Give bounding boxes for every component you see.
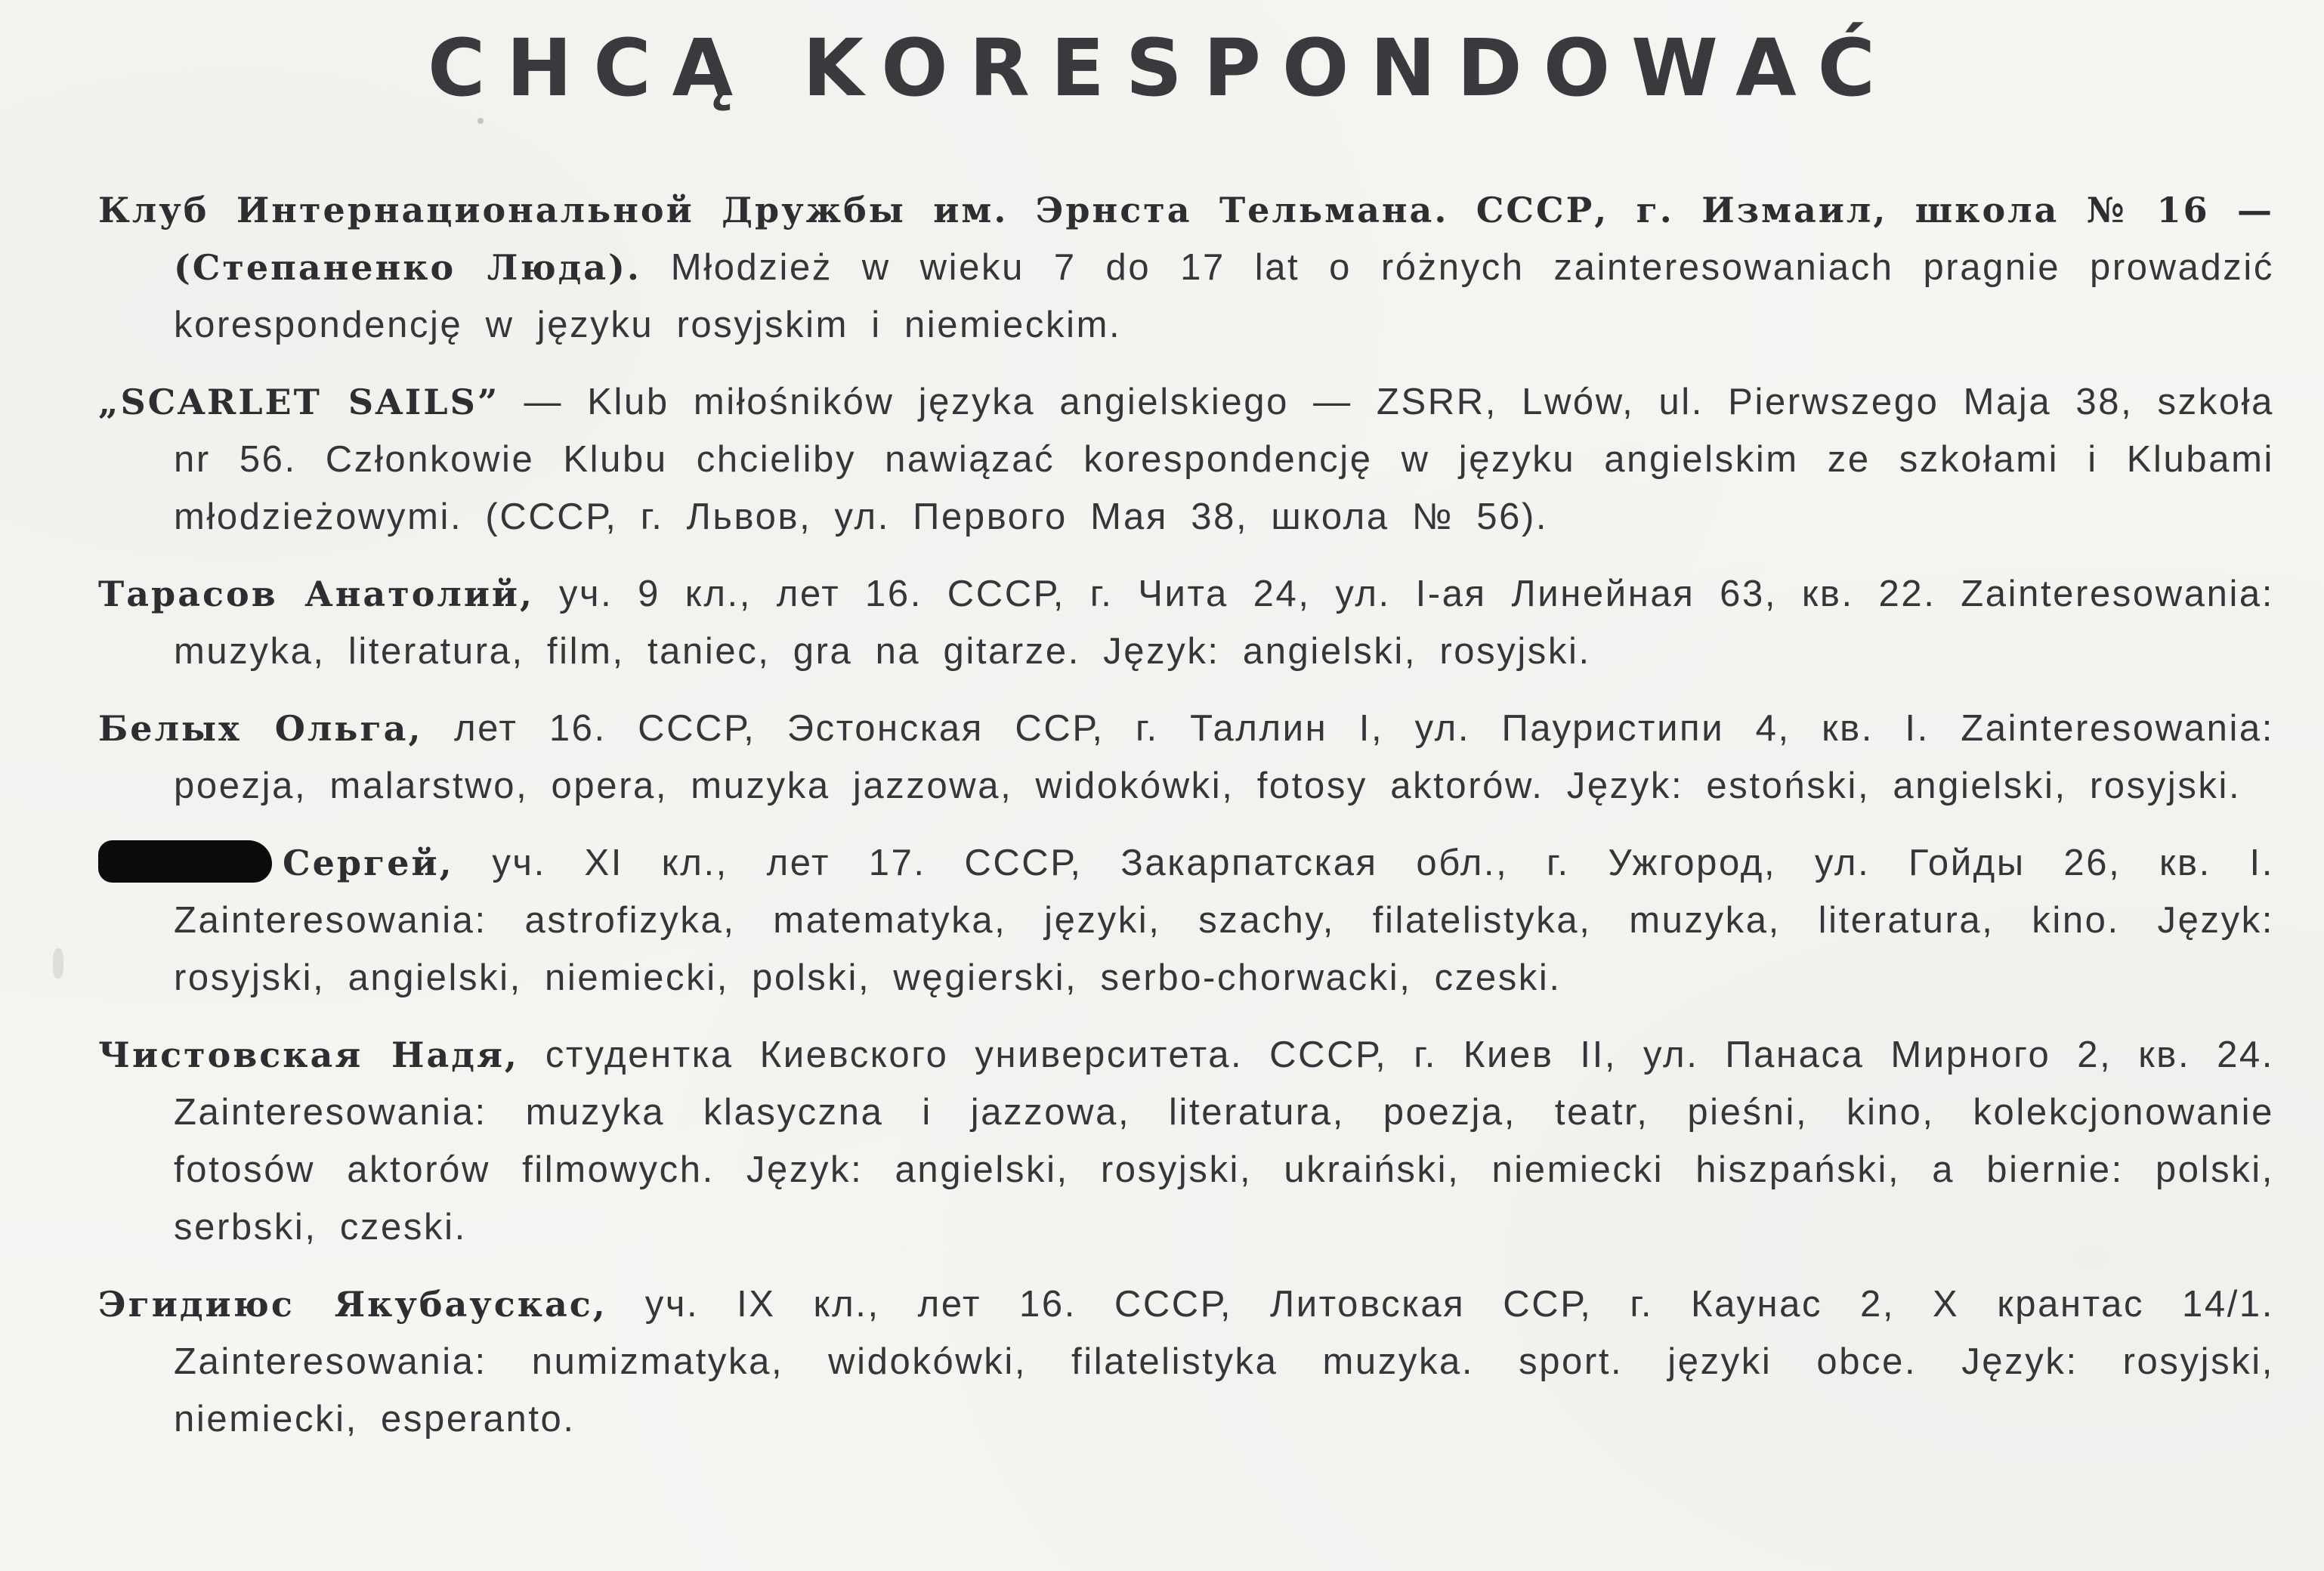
list-item (98, 373, 2274, 546)
page-title: CHCĄ KORESPONDOWAĆ (427, 22, 1896, 114)
list-item (98, 565, 2274, 680)
entry-body: студентка Киевского университета. СССР, г. Киев II, ул. Панаса Мирного 2, кв. 24. Zainteresowania: muzyka klasyczna i jazzowa, literatura, poezja, teatr, pieśni, kino, kolekcjonowanie fotosów aktorów filmowych. Język: angielski, rosyjski, ukraiński, niemiecki hiszpański, a biernie: polski, serbski, czeski. (174, 1034, 2274, 1248)
list-item (98, 181, 2274, 354)
entry-lead: Сергей, (283, 843, 454, 883)
entry-lead: Чистовская Надя, (98, 1034, 519, 1075)
list-item (98, 834, 2274, 1007)
entry-body: уч. 9 кл., лет 16. СССР, г. Чита 24, ул. I-ая Линейная 63, кв. 22. Zainteresowania: muzyka, literatura, film, taniec, gra na gitarze. Język: angielski, rosyjski. (174, 574, 2274, 672)
entry-body: — Klub miłośników języka angielskiego — ZSRR, Lwów, ul. Pierwszego Maja 38, szkoła nr 56. Członkowie Klubu chcieliby nawiązać korespondencję w języku angielskim ze szkołami i Klubami młodzieżowymi. (СССР, г. Львов, ул. Первого Мая 38, школа № 56). (174, 382, 2275, 537)
paper-speck (477, 118, 484, 124)
list-item (98, 700, 2274, 815)
entry-lead: Клуб Интернациональной Дружбы им. Эрнста Тельмана. СССР, г. Измаил, школа № 16 — (Степаненко Люда). (98, 190, 2274, 288)
entry-lead: Эгидиюс Якубаускас, (98, 1284, 607, 1325)
entry-lead: „SCARLET SAILS” (98, 382, 500, 422)
paper-speck (53, 948, 63, 979)
entry-body: лет 16. СССР, Эстонская ССР, г. Таллин I, ул. Пауристипи 4, кв. I. Zainteresowania: poezja, malarstwo, opera, muzyka jazzowa, widokówki, fotosy aktorów. Język: estoński, angielski, rosyjski. (174, 708, 2275, 806)
list-item (98, 1276, 2274, 1448)
entry-body: уч. XI кл., лет 17. СССР, Закарпатская обл., г. Ужгород, ул. Гойды 26, кв. I. Zainteresowania: astrofizyka, matematyka, języki, szachy, filatelistyka, muzyka, literatura, kino. Język: rosyjski, angielski, niemiecki, polski, węgierski, serbo-chorwacki, czeski. (174, 843, 2274, 998)
entry-body: уч. IX кл., лет 16. СССР, Литовская ССР, г. Каунас 2, Х крантас 14/1. Zainteresowania: numizmatyka, widokówki, filatelistyka muzyka. sport. języki obce. Język: rosyjski, niemiecki, esperanto. (174, 1284, 2274, 1440)
list-item (98, 1026, 2274, 1256)
entry-body: Młodzież w wieku 7 do 17 lat o różnych zainteresowaniach pragnie prowadzić korespondencję w języku rosyjskim i niemieckim. (174, 247, 2274, 345)
entry-lead: Белых Ольга, (98, 708, 423, 749)
redaction-mark (98, 840, 272, 883)
correspondence-list (98, 181, 2274, 1467)
entry-lead: Тарасов Анатолий, (98, 574, 535, 614)
